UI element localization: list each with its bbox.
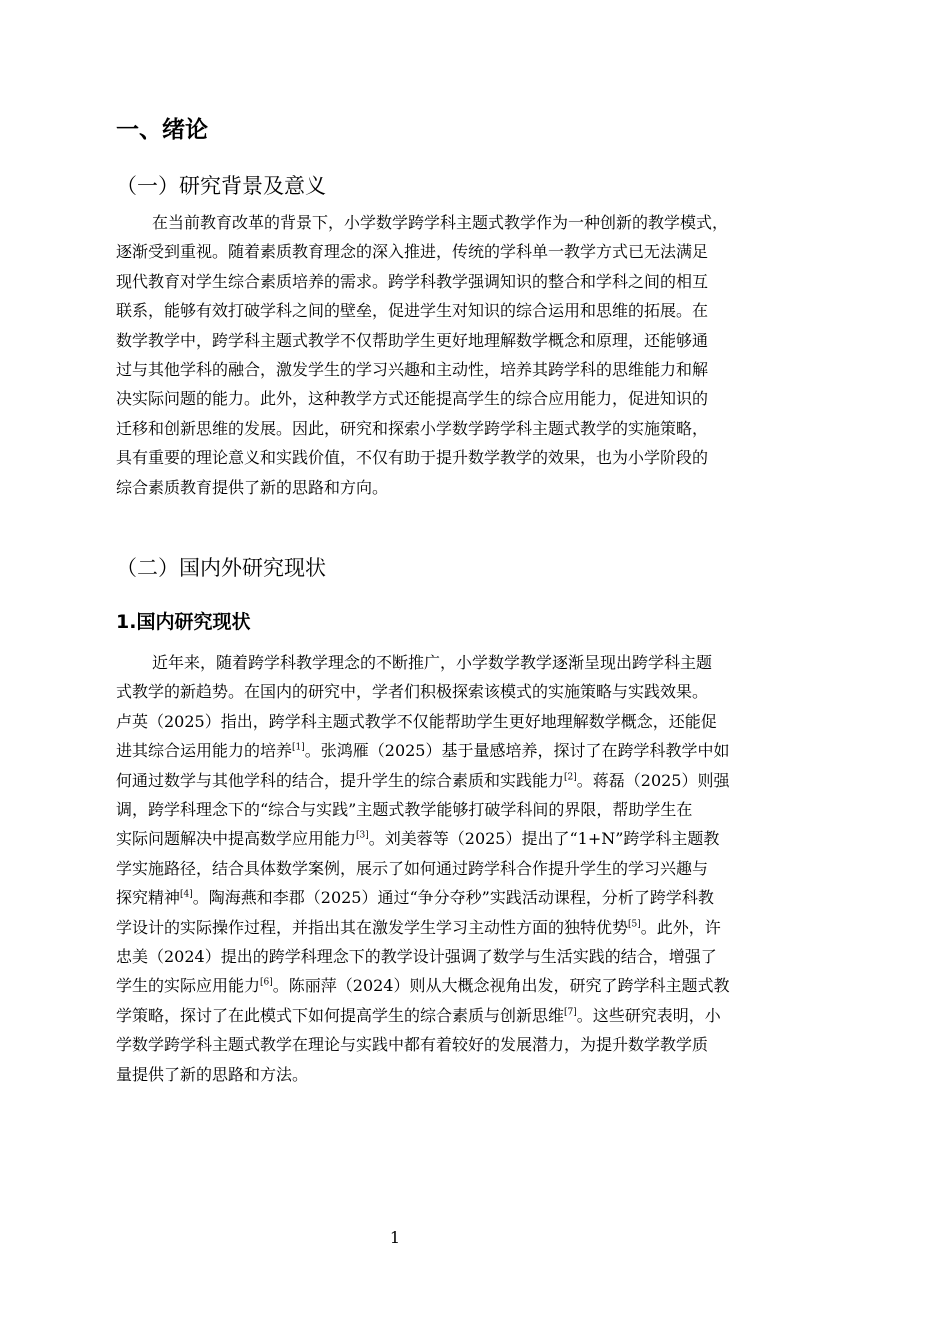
text-line: 数学教学中，跨学科主题式教学不仅帮助学生更好地理解数学概念和原理，还能够通	[116, 330, 709, 350]
text-line: 逐渐受到重视。随着素质教育理念的深入推进，传统的学科单一教学方式已无法满足	[116, 242, 709, 262]
text-line: 联系，能够有效打破学科之间的壁垒，促进学生对知识的综合运用和思维的拓展。在	[116, 301, 709, 321]
citation-marker[interactable]: [1]	[292, 742, 305, 753]
text-line: 决实际问题的能力。此外，这种教学方式还能提高学生的综合应用能力，促进知识的	[116, 389, 709, 409]
text-segment: 学策略，探讨了在此模式下如何提高学生的综合素质与创新思维	[116, 1005, 565, 1025]
text-line	[116, 913, 836, 942]
citation-marker[interactable]: [5]	[628, 919, 641, 930]
citation-marker[interactable]: [4]	[180, 889, 193, 900]
domestic-research-paragraph	[116, 648, 836, 1089]
text-line: 综合素质教育提供了新的思路和方向。	[116, 477, 389, 497]
background-paragraph	[116, 208, 836, 502]
chapter-heading: 一、绪论	[116, 117, 208, 143]
subsection-heading-domestic: 1.国内研究现状	[116, 611, 251, 633]
text-line	[116, 824, 836, 853]
text-line	[116, 766, 836, 795]
text-segment: 。张鸿雁（2025）基于量感培养，探讨了在跨学科教学中如	[304, 741, 730, 761]
text-segment: 探究精神	[116, 888, 181, 908]
text-segment: 何通过数学与其他学科的结合，提升学生的综合素质和实践能力	[116, 770, 565, 790]
text-segment: 。这些研究表明，小	[576, 1005, 721, 1025]
text-line: 过与其他学科的融合，激发学生的学习兴趣和主动性，培养其跨学科的思维能力和解	[116, 360, 709, 380]
citation-marker[interactable]: [7]	[564, 1007, 577, 1018]
citation-marker[interactable]: [3]	[356, 831, 369, 842]
text-line: 调，跨学科理念下的“综合与实践”主题式教学能够打破学科间的界限，帮助学生在	[116, 800, 693, 820]
text-line	[116, 1001, 836, 1030]
text-line: 具有重要的理论意义和实践价值，不仅有助于提升数学教学的效果，也为小学阶段的	[116, 448, 709, 468]
citation-marker[interactable]: [6]	[260, 978, 273, 989]
text-line: 学数学跨学科主题式教学在理论与实践中都有着较好的发展潜力，为提升数学教学质	[116, 1035, 709, 1055]
section-heading-research-status: （二）国内外研究现状	[116, 556, 326, 580]
text-line: 近年来，随着跨学科教学理念的不断推广，小学数学教学逐渐呈现出跨学科主题	[152, 653, 713, 672]
page-number: 1	[389, 1228, 401, 1247]
text-segment: 。刘美蓉等（2025）提出了“1+N”跨学科主题教	[368, 829, 720, 849]
text-segment: 。陈丽萍（2024）则从大概念视角出发，研究了跨学科主题式教	[272, 976, 730, 996]
text-segment: 学设计的实际操作过程，并指出其在激发学生学习主动性方面的独特优势	[116, 917, 629, 937]
text-segment: 进其综合运用能力的培养	[116, 741, 293, 761]
text-line: 式教学的新趋势。在国内的研究中，学者们积极探索该模式的实施策略与实践效果。	[116, 682, 709, 702]
section-heading-background: （一）研究背景及意义	[116, 174, 326, 198]
text-line: 卢英（2025）指出，跨学科主题式教学不仅能帮助学生更好地理解数学概念，还能促	[116, 711, 717, 731]
text-line	[116, 971, 836, 1000]
text-segment: 。蒋磊（2025）则强	[576, 770, 730, 790]
text-line: 学实施路径，结合具体数学案例，展示了如何通过跨学科合作提升学生的学习兴趣与	[116, 858, 709, 878]
text-segment: 学生的实际应用能力	[116, 976, 261, 996]
text-line: 在当前教育改革的背景下，小学数学跨学科主题式教学作为一种创新的教学模式，	[152, 213, 729, 232]
text-segment: 。此外，许	[640, 917, 721, 937]
citation-marker[interactable]: [2]	[564, 772, 577, 783]
text-line: 迁移和创新思维的发展。因此，研究和探索小学数学跨学科主题式教学的实施策略，	[116, 418, 709, 438]
text-line: 忠美（2024）提出的跨学科理念下的教学设计强调了数学与生活实践的结合，增强了	[116, 947, 717, 967]
text-segment: 。陶海燕和李郡（2025）通过“争分夺秒”实践活动课程，分析了跨学科教	[192, 888, 714, 908]
text-line: 现代教育对学生综合素质培养的需求。跨学科教学强调知识的整合和学科之间的相互	[116, 271, 709, 291]
text-line	[116, 883, 836, 912]
text-line: 量提供了新的思路和方法。	[116, 1064, 309, 1084]
text-segment: 实际问题解决中提高数学应用能力	[116, 829, 357, 849]
text-line	[116, 736, 836, 765]
